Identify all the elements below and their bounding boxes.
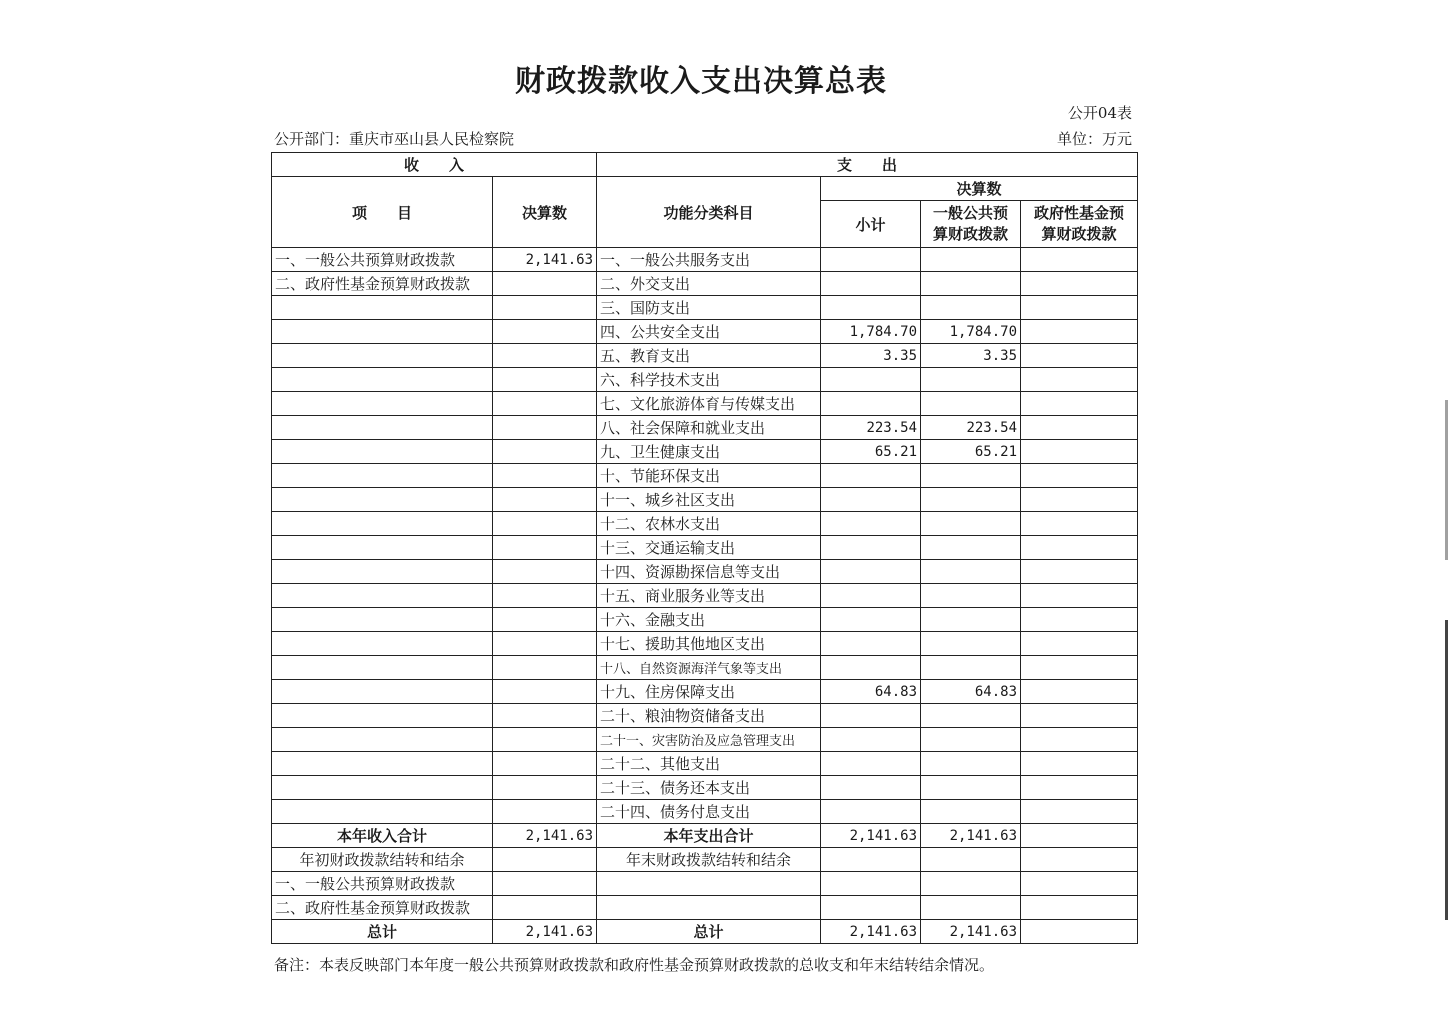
general-budget-cell: [921, 776, 1021, 800]
income-item-cell: [272, 752, 493, 776]
subtotal-header: 小计: [821, 201, 921, 248]
general-budget-cell: 64.83: [921, 680, 1021, 704]
subtotal-cell: [821, 848, 921, 872]
income-item-cell: [272, 704, 493, 728]
general-budget-cell: [921, 848, 1021, 872]
table-row: [272, 656, 1138, 680]
subtotal-cell: [821, 368, 921, 392]
general-budget-cell: [921, 368, 1021, 392]
income-item-cell: [272, 584, 493, 608]
subtotal-cell: [821, 800, 921, 824]
gov-fund-cell: [1021, 536, 1138, 560]
income-amount-cell: [493, 320, 597, 344]
expense-item-cell: 二十、粮油物资储备支出: [597, 704, 821, 728]
income-item-cell: [272, 536, 493, 560]
income-amount-cell: [493, 752, 597, 776]
gov-fund-cell: [1021, 632, 1138, 656]
subtotal-cell: [821, 776, 921, 800]
income-amount-cell: [493, 608, 597, 632]
income-amount-cell: [493, 632, 597, 656]
table-row: [272, 704, 1138, 728]
expense-item-cell: [597, 896, 821, 920]
general-budget-cell: [921, 464, 1021, 488]
general-budget-header: 一般公共预 算财政拨款: [921, 201, 1021, 248]
table-row: [272, 560, 1138, 584]
income-amount-cell: 2,141.63: [493, 920, 597, 944]
subtotal-cell: [821, 560, 921, 584]
income-amount-cell: [493, 344, 597, 368]
expense-item-cell: 四、公共安全支出: [597, 320, 821, 344]
general-budget-cell: [921, 248, 1021, 272]
gov-fund-cell: [1021, 584, 1138, 608]
gov-fund-cell: [1021, 800, 1138, 824]
gov-fund-cell: [1021, 896, 1138, 920]
subtotal-cell: 2,141.63: [821, 920, 921, 944]
general-budget-cell: [921, 704, 1021, 728]
income-item-cell: [272, 800, 493, 824]
income-amount-cell: [493, 392, 597, 416]
income-amount-cell: [493, 872, 597, 896]
expense-item-cell: 八、社会保障和就业支出: [597, 416, 821, 440]
gov-fund-cell: [1021, 272, 1138, 296]
general-budget-cell: [921, 488, 1021, 512]
expense-item-cell: 十六、金融支出: [597, 608, 821, 632]
gov-fund-cell: [1021, 608, 1138, 632]
income-item-cell: [272, 440, 493, 464]
expense-item-cell: 二十四、债务付息支出: [597, 800, 821, 824]
subtotal-cell: 65.21: [821, 440, 921, 464]
final-amount-header: 决算数: [821, 177, 1138, 201]
expense-item-cell: 十八、自然资源海洋气象等支出: [597, 656, 821, 680]
general-budget-cell: [921, 560, 1021, 584]
unit-label: 单位：万元: [1056, 130, 1132, 148]
expense-header: 支 出: [597, 153, 1138, 177]
general-budget-cell: [921, 272, 1021, 296]
gov-fund-cell: [1021, 368, 1138, 392]
income-amount-cell: [493, 416, 597, 440]
table-row: [272, 440, 1138, 464]
footnote: 备注：本表反映部门本年度一般公共预算财政拨款和政府性基金预算财政拨款的总收支和年末结转结余情况。: [274, 956, 995, 974]
expense-item-cell: 三、国防支出: [597, 296, 821, 320]
expense-item-cell: 二十三、债务还本支出: [597, 776, 821, 800]
table-row: [272, 920, 1138, 944]
table-row: [272, 824, 1138, 848]
gov-fund-cell: [1021, 416, 1138, 440]
income-amount-cell: [493, 704, 597, 728]
income-item-cell: 一、一般公共预算财政拨款: [272, 872, 493, 896]
gov-fund-cell: [1021, 752, 1138, 776]
income-amount-cell: [493, 512, 597, 536]
income-item-cell: 本年收入合计: [272, 824, 493, 848]
income-item-cell: [272, 632, 493, 656]
income-item-cell: 二、政府性基金预算财政拨款: [272, 272, 493, 296]
expense-item-cell: 二、外交支出: [597, 272, 821, 296]
subtotal-cell: [821, 512, 921, 536]
expense-item-cell: 十、节能环保支出: [597, 464, 821, 488]
general-budget-cell: [921, 728, 1021, 752]
item-header: 项 目: [272, 177, 493, 248]
income-amount-cell: [493, 272, 597, 296]
income-amount-cell: [493, 680, 597, 704]
income-amount-cell: [493, 800, 597, 824]
general-budget-cell: [921, 752, 1021, 776]
gov-fund-cell: [1021, 248, 1138, 272]
subtotal-cell: [821, 464, 921, 488]
table-row: [272, 464, 1138, 488]
table-row: [272, 632, 1138, 656]
gov-fund-cell: [1021, 512, 1138, 536]
table-row: [272, 848, 1138, 872]
table-row: [272, 248, 1138, 272]
subtotal-cell: [821, 704, 921, 728]
gov-fund-cell: [1021, 560, 1138, 584]
table-row: [272, 488, 1138, 512]
gov-fund-cell: [1021, 848, 1138, 872]
income-item-cell: [272, 512, 493, 536]
income-item-cell: [272, 680, 493, 704]
income-amount-cell: 2,141.63: [493, 248, 597, 272]
form-number: 公开04表: [1067, 104, 1132, 122]
general-budget-cell: [921, 872, 1021, 896]
general-budget-cell: 223.54: [921, 416, 1021, 440]
income-item-cell: [272, 296, 493, 320]
expense-item-cell: 十四、资源勘探信息等支出: [597, 560, 821, 584]
table-row: [272, 776, 1138, 800]
gov-fund-cell: [1021, 824, 1138, 848]
income-item-cell: [272, 464, 493, 488]
subtotal-cell: [821, 632, 921, 656]
gov-fund-cell: [1021, 920, 1138, 944]
general-budget-cell: [921, 296, 1021, 320]
income-amount-cell: [493, 296, 597, 320]
subtotal-cell: 1,784.70: [821, 320, 921, 344]
subtotal-cell: [821, 896, 921, 920]
expense-item-cell: 年末财政拨款结转和结余: [597, 848, 821, 872]
subtotal-cell: [821, 656, 921, 680]
expense-item-cell: 六、科学技术支出: [597, 368, 821, 392]
income-item-cell: [272, 416, 493, 440]
subtotal-cell: [821, 872, 921, 896]
gov-fund-cell: [1021, 872, 1138, 896]
income-item-cell: [272, 560, 493, 584]
income-amount-cell: [493, 848, 597, 872]
table-row: [272, 392, 1138, 416]
income-amount-cell: [493, 728, 597, 752]
gov-fund-cell: [1021, 680, 1138, 704]
function-class-header: 功能分类科目: [597, 177, 821, 248]
income-amount-cell: [493, 536, 597, 560]
income-amount-header: 决算数: [493, 177, 597, 248]
income-amount-cell: [493, 584, 597, 608]
general-budget-cell: [921, 632, 1021, 656]
subtotal-cell: [821, 392, 921, 416]
table-row: [272, 896, 1138, 920]
gov-fund-cell: [1021, 440, 1138, 464]
expense-item-cell: 总计: [597, 920, 821, 944]
appropriation-table: [271, 152, 1138, 944]
subtotal-cell: [821, 296, 921, 320]
income-item-cell: [272, 368, 493, 392]
subtotal-cell: [821, 728, 921, 752]
income-amount-cell: 2,141.63: [493, 824, 597, 848]
table-row: [272, 536, 1138, 560]
scan-edge-mark: [1445, 620, 1448, 920]
gov-fund-cell: [1021, 728, 1138, 752]
general-budget-cell: [921, 584, 1021, 608]
page-title: 财政拨款收入支出决算总表: [515, 64, 887, 99]
subtotal-cell: [821, 584, 921, 608]
subtotal-cell: 223.54: [821, 416, 921, 440]
general-budget-cell: [921, 896, 1021, 920]
general-budget-cell: [921, 392, 1021, 416]
general-budget-cell: 3.35: [921, 344, 1021, 368]
table-row: [272, 296, 1138, 320]
income-item-cell: [272, 656, 493, 680]
income-item-cell: [272, 728, 493, 752]
subtotal-cell: 64.83: [821, 680, 921, 704]
income-item-cell: 二、政府性基金预算财政拨款: [272, 896, 493, 920]
expense-item-cell: 二十一、灾害防治及应急管理支出: [597, 728, 821, 752]
income-amount-cell: [493, 440, 597, 464]
general-budget-cell: 1,784.70: [921, 320, 1021, 344]
general-budget-cell: [921, 608, 1021, 632]
gov-fund-header: 政府性基金预 算财政拨款: [1021, 201, 1138, 248]
income-item-cell: [272, 608, 493, 632]
table-row: [272, 608, 1138, 632]
table-row: [272, 680, 1138, 704]
expense-item-cell: [597, 872, 821, 896]
expense-item-cell: 十七、援助其他地区支出: [597, 632, 821, 656]
expense-item-cell: 十五、商业服务业等支出: [597, 584, 821, 608]
gov-fund-cell: [1021, 656, 1138, 680]
general-budget-cell: 2,141.63: [921, 824, 1021, 848]
gov-fund-cell: [1021, 296, 1138, 320]
income-amount-cell: [493, 896, 597, 920]
table-row: [272, 320, 1138, 344]
income-amount-cell: [493, 368, 597, 392]
table-row: [272, 416, 1138, 440]
income-amount-cell: [493, 656, 597, 680]
income-item-cell: 年初财政拨款结转和结余: [272, 848, 493, 872]
table-row: [272, 752, 1138, 776]
income-item-cell: 一、一般公共预算财政拨款: [272, 248, 493, 272]
table-row: [272, 272, 1138, 296]
subtotal-cell: [821, 272, 921, 296]
expense-item-cell: 一、一般公共服务支出: [597, 248, 821, 272]
expense-item-cell: 十二、农林水支出: [597, 512, 821, 536]
expense-item-cell: 本年支出合计: [597, 824, 821, 848]
income-header: 收 入: [272, 153, 597, 177]
general-budget-cell: [921, 512, 1021, 536]
general-budget-cell: 2,141.63: [921, 920, 1021, 944]
gov-fund-cell: [1021, 320, 1138, 344]
subtotal-cell: [821, 248, 921, 272]
income-item-cell: [272, 320, 493, 344]
income-item-cell: [272, 344, 493, 368]
expense-item-cell: 二十二、其他支出: [597, 752, 821, 776]
scan-edge-mark: [1445, 400, 1448, 560]
income-item-cell: [272, 392, 493, 416]
gov-fund-cell: [1021, 776, 1138, 800]
subtotal-cell: [821, 752, 921, 776]
gov-fund-cell: [1021, 464, 1138, 488]
income-amount-cell: [493, 464, 597, 488]
income-item-cell: 总计: [272, 920, 493, 944]
department-label: 公开部门：重庆市巫山县人民检察院: [274, 130, 515, 148]
expense-item-cell: 十九、住房保障支出: [597, 680, 821, 704]
income-amount-cell: [493, 560, 597, 584]
subtotal-cell: 2,141.63: [821, 824, 921, 848]
income-item-cell: [272, 776, 493, 800]
table-row: [272, 872, 1138, 896]
expense-item-cell: 九、卫生健康支出: [597, 440, 821, 464]
income-amount-cell: [493, 776, 597, 800]
income-item-cell: [272, 488, 493, 512]
table-row: [272, 800, 1138, 824]
expense-item-cell: 五、教育支出: [597, 344, 821, 368]
subtotal-cell: [821, 536, 921, 560]
income-amount-cell: [493, 488, 597, 512]
expense-item-cell: 十一、城乡社区支出: [597, 488, 821, 512]
general-budget-cell: 65.21: [921, 440, 1021, 464]
table-row: [272, 368, 1138, 392]
table-row: [272, 344, 1138, 368]
expense-item-cell: 七、文化旅游体育与传媒支出: [597, 392, 821, 416]
subtotal-cell: [821, 608, 921, 632]
table-row: [272, 728, 1138, 752]
general-budget-cell: [921, 800, 1021, 824]
table-row: [272, 584, 1138, 608]
subtotal-cell: 3.35: [821, 344, 921, 368]
gov-fund-cell: [1021, 488, 1138, 512]
gov-fund-cell: [1021, 344, 1138, 368]
table-row: [272, 512, 1138, 536]
general-budget-cell: [921, 536, 1021, 560]
gov-fund-cell: [1021, 392, 1138, 416]
gov-fund-cell: [1021, 704, 1138, 728]
general-budget-cell: [921, 656, 1021, 680]
subtotal-cell: [821, 488, 921, 512]
expense-item-cell: 十三、交通运输支出: [597, 536, 821, 560]
